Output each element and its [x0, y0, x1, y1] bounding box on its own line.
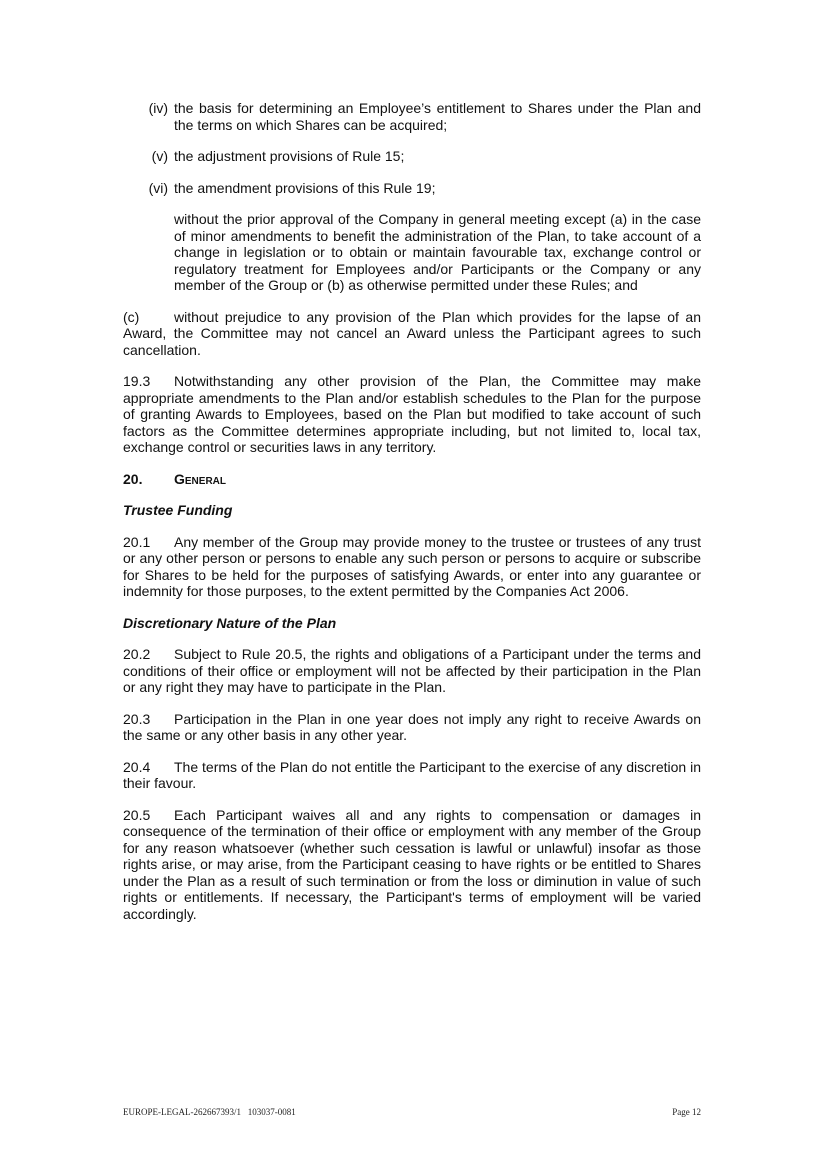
- page-footer: [123, 1104, 701, 1121]
- paragraph-20-2: [123, 646, 701, 696]
- list-item-number: (v): [151, 148, 168, 164]
- list-item-text: the adjustment provisions of Rule 15;: [174, 148, 405, 164]
- section-heading-20: [123, 471, 701, 488]
- section-number: 20.: [123, 470, 143, 487]
- paragraph-number: 20.5: [123, 806, 151, 823]
- paragraph-20-5: [123, 807, 701, 923]
- paragraph-text: Notwithstanding any other provision of the Plan, the Committee may make appropriate amendments to the Plan and/or establish schedules to the Plan for the purpose of granting Awards to Employees, based on the Plan but modified to take account of such factors as the Committee determines appropriate including, but not limited to, local tax, exchange control or securities laws in any territory.: [123, 373, 701, 455]
- paragraph-text: Participation in the Plan in one year does not imply any right to receive Awards on the same or any other basis in any other year.: [123, 710, 701, 743]
- list-item-text: the amendment provisions of this Rule 19;: [174, 179, 436, 196]
- paragraph-c: [123, 309, 701, 359]
- page-number: Page 12: [672, 1107, 701, 1117]
- paragraph-20-1: [123, 534, 701, 600]
- document-reference: EUROPE-LEGAL-262667393/1 103037-0081: [123, 1107, 296, 1117]
- paragraph-19-3: [123, 373, 701, 456]
- list-item-text: the basis for determining an Employee’s entitlement to Shares under the Plan and the terms on which Shares can be acquired;: [174, 100, 701, 133]
- paragraph-text: Subject to Rule 20.5, the rights and obligations of a Participant under the terms and conditions of their office or employment will not be affected by their participation in the Plan or any right they may have to participate in the Plan.: [123, 646, 701, 695]
- list-item-iv: [123, 100, 701, 133]
- paragraph-text: without prejudice to any provision of the Plan which provides for the lapse of an Award, the Committee may not cancel an Award unless the Participant agrees to such cancellation.: [123, 308, 701, 358]
- document-page: [123, 100, 701, 937]
- paragraph-number: 20.1: [123, 533, 151, 550]
- paragraph-number: (c): [123, 308, 140, 325]
- paragraph-20-4: [123, 759, 701, 792]
- paragraph-number: 20.4: [123, 758, 151, 775]
- paragraph-text: Each Participant waives all and any rights to compensation or damages in consequence of the termination of their office or employment with any member of the Group for any reason whatsoever (whether such cessation is lawful or unlawful) insofar as those rights arise, or may arise, from the Participant ceasing to have rights or be entitled to Shares under the Plan as a result of such termination or from the loss or diminution in value of such rights or entitlements. If necessary, the Participant's terms of employment will be varied accordingly.: [123, 806, 701, 922]
- paragraph-number: 19.3: [123, 373, 151, 389]
- paragraph-text: The terms of the Plan do not entitle the Participant to the exercise of any discretion in their favour.: [123, 758, 701, 791]
- subheading-trustee-funding: Trustee Funding: [123, 502, 233, 518]
- paragraph-number: 20.2: [123, 646, 151, 662]
- paragraph-text: Any member of the Group may provide money to the trustee or trustees of any trust or any other person or persons to enable any such person or persons to acquire or subscribe for Shares to be held for the purposes of satisfying Awards, or enter into any guarantee or indemnity for those purposes, to the extent permitted by the Companies Act 2006.: [123, 533, 701, 599]
- paragraph-20-3: [123, 711, 701, 744]
- list-item-number: (iv): [148, 100, 168, 116]
- paragraph-number: 20.3: [123, 710, 151, 727]
- list-item-number: (vi): [148, 179, 168, 196]
- subheading-discretionary-nature: Discretionary Nature of the Plan: [123, 614, 337, 631]
- without-approval-paragraph: without the prior approval of the Company in general meeting except (a) in the case of minor amendments to benefit the administration of the Plan, to take account of a change in legislation or to obtain or maintain favourable tax, exchange control or regulatory treatment for Employees and/or Participants or the Company or any member of the Group or (b) as otherwise permitted under these Rules; and: [174, 211, 701, 293]
- list-item-v: [123, 148, 701, 165]
- section-title: General: [174, 470, 227, 487]
- list-item-vi: [123, 180, 701, 197]
